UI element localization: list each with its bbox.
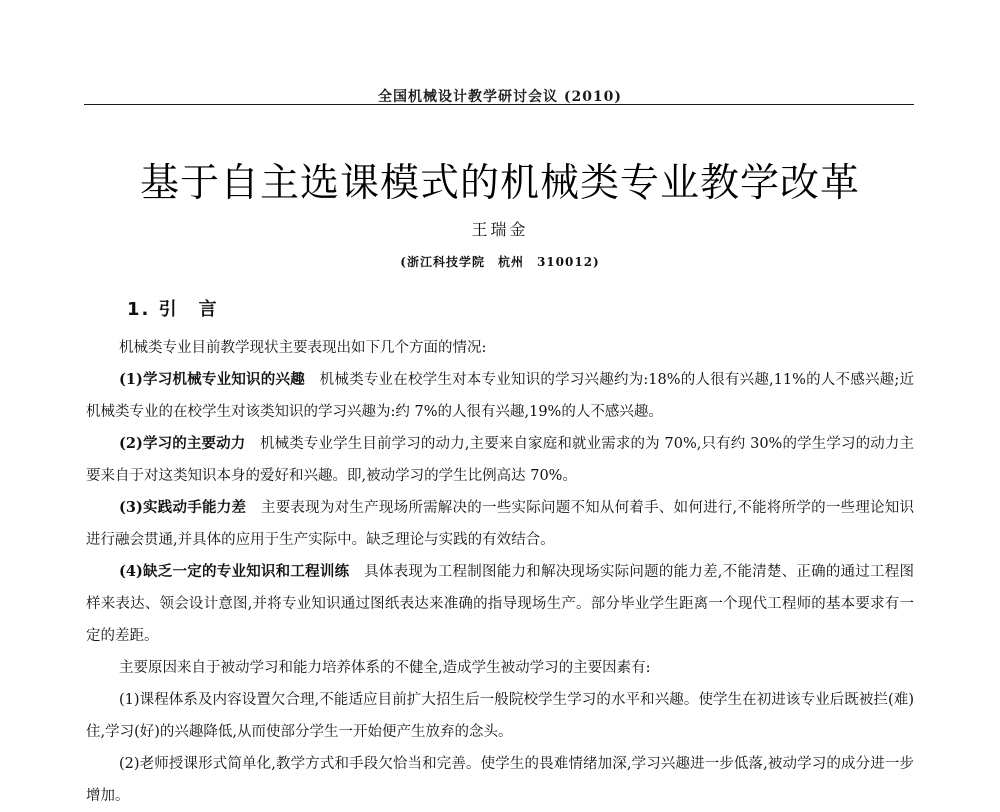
paragraph-cause-2	[86, 748, 914, 812]
running-header: 全国机械设计教学研讨会议 (2010)	[377, 89, 623, 105]
paragraph-text: (1)课程体系及内容设置欠合理,不能适应目前扩大招生后一般院校学生学习的水平和兴趣。使学生在初进该专业后既被拦(难)住,学习(好)的兴趣降低,从而使部分学生一开始便产生放弃的念头。	[86, 692, 914, 740]
paragraph-lead: (2)学习的主要动力	[119, 435, 246, 452]
header-rule	[84, 104, 914, 105]
author-affiliation: (浙江科技学院 杭州 310012)	[400, 255, 600, 269]
paragraph-text: 机械类专业学生目前学习的动力,主要来自家庭和就业需求的为 70%,只有约 30%的学生学习的动力主要来自于对这类知识本身的爱好和兴趣。即,被动学习的学生比例高达 70%。	[86, 436, 915, 484]
paper-title: 基于自主选课模式的机械类专业教学改革	[139, 161, 860, 206]
paragraph-knowledge	[86, 556, 914, 652]
paragraph-text: 机械类专业在校学生对本专业知识的学习兴趣约为:18%的人很有兴趣,11%的人不感兴趣;近机械类专业的在校学生对该类知识的学习兴趣为:约 7%的人很有兴趣,19%的人不感兴趣。	[86, 372, 914, 420]
paragraph-motivation	[86, 428, 914, 492]
paragraph-intro	[86, 332, 914, 364]
paragraph-text: 主要表现为对生产现场所需解决的一些实际问题不知从何着手、如何进行,不能将所学的一些理论知识进行融会贯通,并具体的应用于生产实际中。缺乏理论与实践的有效结合。	[86, 500, 915, 548]
paragraph-cause-1	[86, 684, 914, 748]
paragraph-interest	[86, 364, 914, 428]
paragraph-text: 具体表现为工程制图能力和解决现场实际问题的能力差,不能清楚、正确的通过工程图样来表达、领会设计意图,并将专业知识通过图纸表达来准确的指导现场生产。部分毕业学生距离一个现代工程师的基本要求有一定的差距。	[86, 564, 914, 644]
paragraph-lead: (1)学习机械专业知识的兴趣	[119, 371, 305, 388]
paragraph-text: 主要原因来自于被动学习和能力培养体系的不健全,造成学生被动学习的主要因素有:	[119, 660, 651, 676]
body-text	[86, 332, 914, 812]
paragraph-text: 机械类专业目前教学现状主要表现出如下几个方面的情况:	[119, 340, 487, 356]
author-name: 王瑞金	[471, 220, 529, 239]
paragraph-practice	[86, 492, 914, 556]
paragraph-lead: (4)缺乏一定的专业知识和工程训练	[119, 563, 350, 580]
paragraph-lead: (3)实践动手能力差	[119, 499, 247, 516]
paragraph-text: (2)老师授课形式简单化,教学方式和手段欠恰当和完善。使学生的畏难情绪加深,学习兴趣进一步低落,被动学习的成分进一步增加。	[86, 756, 914, 804]
paragraph-causes	[86, 652, 914, 684]
section-heading: 1. 引 言	[127, 299, 219, 320]
